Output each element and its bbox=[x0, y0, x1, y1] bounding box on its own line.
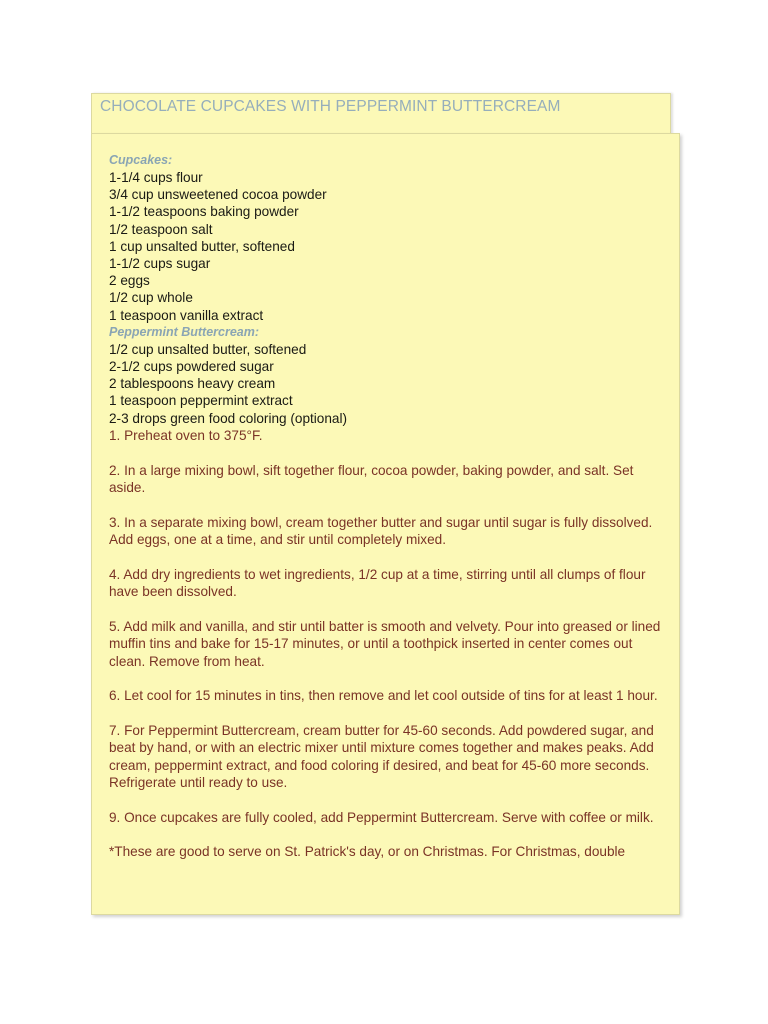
instruction-step: 9. Once cupcakes are fully cooled, add Peppermint Buttercream. Serve with coffee or milk. bbox=[109, 809, 654, 825]
footnote: *These are good to serve on St. Patrick's day, or on Christmas. For Christmas, double bbox=[109, 844, 626, 860]
section-heading-cupcakes: Cupcakes: bbox=[109, 153, 173, 167]
instruction-step: 7. For Peppermint Buttercream, cream butter for 45-60 seconds. Add powdered sugar, and beat by hand, or with an electric mixer until mixture comes together and makes peaks. Add cream, peppermint extract, and food coloring if desired, and beat for 45-60 more seconds. Refrigerate until ready to use. bbox=[109, 722, 654, 791]
ingredient-item: 1 cup unsalted butter, softened bbox=[109, 238, 295, 254]
ingredient-item: 1-1/2 cups sugar bbox=[109, 256, 211, 272]
ingredient-item: 1-1/4 cups flour bbox=[109, 170, 203, 185]
recipe-content bbox=[109, 152, 669, 878]
ingredient-item: 2 eggs bbox=[109, 273, 150, 289]
ingredient-item: 1 teaspoon peppermint extract bbox=[109, 393, 293, 409]
instruction-step: 4. Add dry ingredients to wet ingredients, 1/2 cup at a time, stirring until all clumps of flour have been dissolved. bbox=[109, 566, 646, 600]
ingredient-item: 1/2 teaspoon salt bbox=[109, 221, 213, 237]
instruction-step: 5. Add milk and vanilla, and stir until batter is smooth and velvety. Pour into greased or lined muffin tins and bake for 15-17 minutes, or until a toothpick inserted in center comes out clean. Remove from heat. bbox=[109, 618, 661, 669]
ingredient-item: 3/4 cup unsweetened cocoa powder bbox=[109, 187, 327, 203]
section-heading-peppermint-buttercream: Peppermint Buttercream: bbox=[109, 324, 260, 339]
ingredient-item: 1 teaspoon vanilla extract bbox=[109, 307, 264, 323]
ingredient-item: 1/2 cup whole bbox=[109, 290, 193, 306]
instruction-step: 6. Let cool for 15 minutes in tins, then remove and let cool outside of tins for at least 1 hour. bbox=[109, 688, 658, 704]
title-box bbox=[91, 93, 671, 134]
instruction-step: 1. Preheat oven to 375°F. bbox=[109, 427, 263, 443]
recipe-title: CHOCOLATE CUPCAKES WITH PEPPERMINT BUTTERCREAM bbox=[100, 98, 561, 115]
ingredient-item: 1-1/2 teaspoons baking powder bbox=[109, 204, 299, 220]
ingredient-item: 2 tablespoons heavy cream bbox=[109, 376, 276, 392]
instruction-step: 3. In a separate mixing bowl, cream together butter and sugar until sugar is fully dissolved. Add eggs, one at a time, and stir until completely mixed. bbox=[109, 514, 653, 548]
ingredient-item: 2-1/2 cups powdered sugar bbox=[109, 359, 274, 375]
instruction-step: 2. In a large mixing bowl, sift together flour, cocoa powder, baking powder, and salt. Set aside. bbox=[109, 462, 634, 496]
ingredient-item: 1/2 cup unsalted butter, softened bbox=[109, 341, 307, 357]
recipe-card bbox=[91, 133, 680, 915]
ingredient-item: 2-3 drops green food coloring (optional) bbox=[109, 410, 348, 426]
